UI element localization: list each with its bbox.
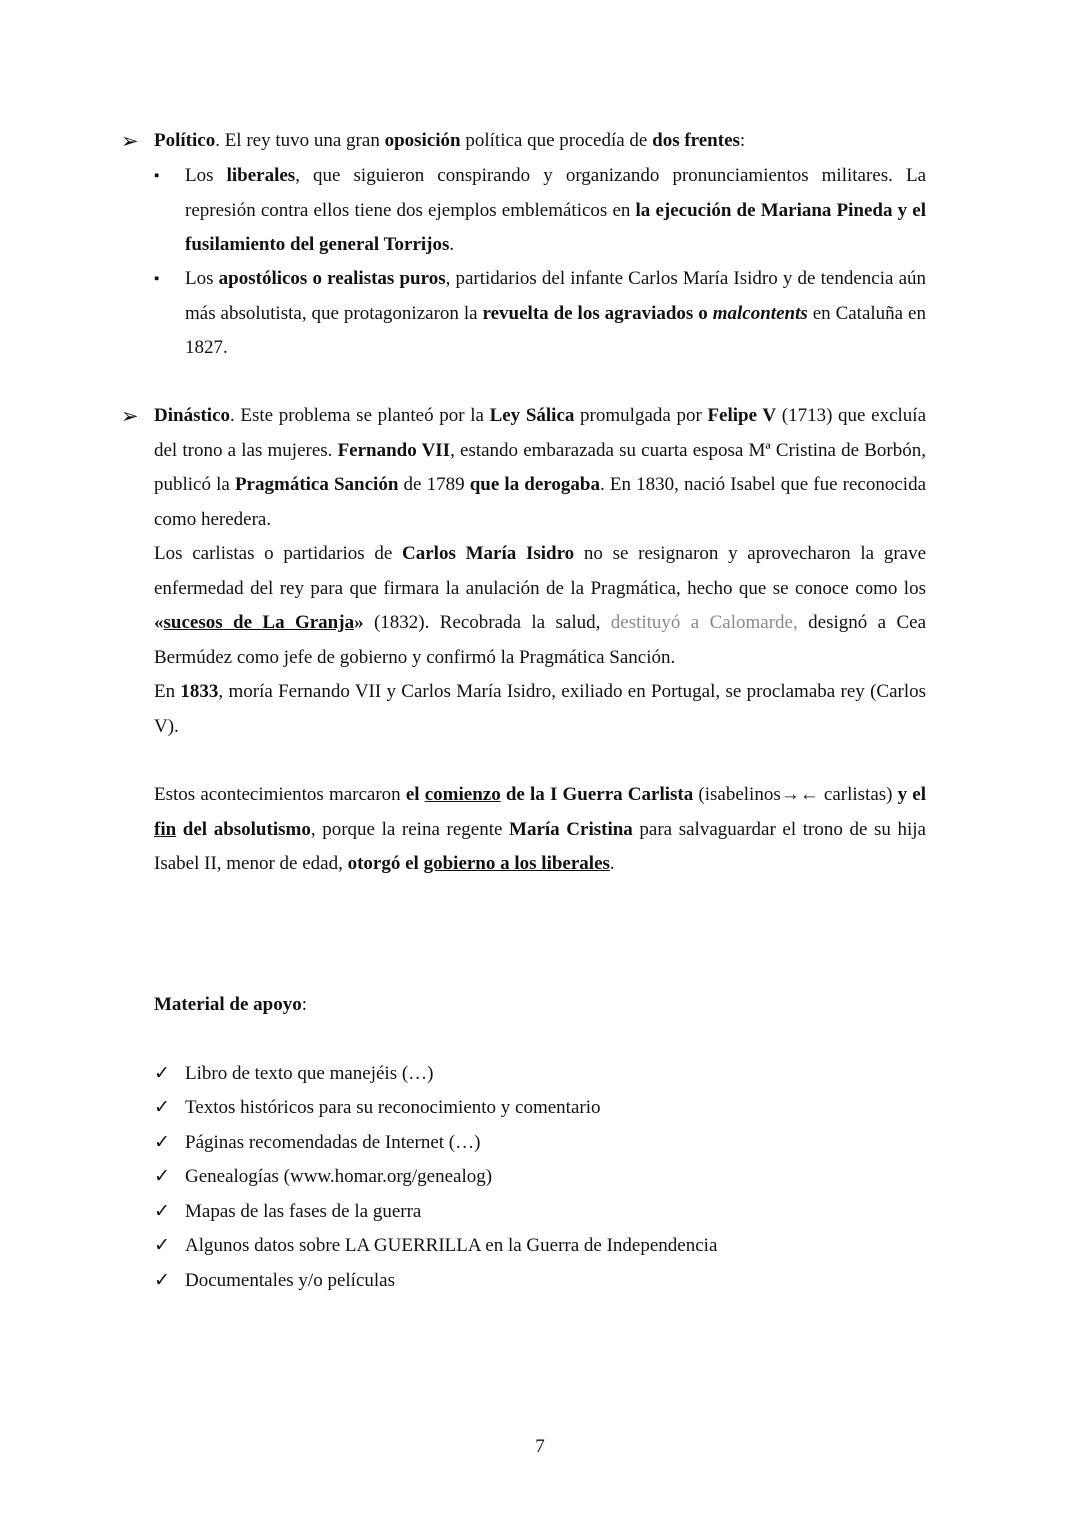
page-number: 7 bbox=[535, 1436, 545, 1457]
apostolics-paragraph: Los apostólicos o realistas puros, partidarios del infante Carlos María Isidro y de tendencia aún más absolutista, que protagonizaron la revuelta de los agraviados o malcontents en Cataluña en 1827. bbox=[185, 268, 926, 358]
support-item: Algunos datos sobre LA GUERRILLA en la Guerra de Independencia bbox=[185, 1235, 718, 1256]
square-bullet-icon: ▪ bbox=[154, 168, 160, 184]
support-item: Páginas recomendadas de Internet (…) bbox=[185, 1132, 481, 1153]
support-item: Textos históricos para su reconocimiento y comentario bbox=[185, 1097, 601, 1118]
dynastic-paragraph-1: Dinástico. Este problema se planteó por la Ley Sálica promulgada por Felipe V (1713) que excluía del trono a las mujeres. Fernando VII, estando embarazada su cuarta esposa Mª Cristina de Borbón, publicó la Pragmática Sanción de 1789 que la derogaba. En 1830, nació Isabel que fue reconocida como heredera. bbox=[154, 405, 927, 530]
political-heading-paragraph: Político. El rey tuvo una gran oposición política que procedía de dos frentes: bbox=[154, 130, 746, 151]
check-icon: ✓ bbox=[154, 1235, 170, 1256]
check-icon: ✓ bbox=[154, 1166, 170, 1187]
dynastic-paragraph-2: Los carlistas o partidarios de Carlos María Isidro no se resignaron y aprovecharon la grave enfermedad del rey para que firmara la anulación de la Pragmática, hecho que se conoce como los «sucesos de La Granja» (1832). Recobrada la salud, destituyó a Calomarde, designó a Cea Bermúdez como jefe de gobierno y confirmó la Pragmática Sanción. bbox=[154, 543, 927, 668]
check-icon: ✓ bbox=[154, 1132, 170, 1153]
support-item: Documentales y/o películas bbox=[185, 1270, 395, 1291]
check-icon: ✓ bbox=[154, 1270, 170, 1291]
check-icon: ✓ bbox=[154, 1097, 170, 1118]
support-item: Genealogías (www.homar.org/genealog) bbox=[185, 1166, 493, 1187]
dynastic-paragraph-4: Estos acontecimientos marcaron el comienzo de la I Guerra Carlista (isabelinos→← carlistas) y el fin del absolutismo, porque la reina regente María Cristina para salvaguardar el trono de su hija Isabel II, menor de edad, otorgó el gobierno a los liberales. bbox=[154, 784, 927, 874]
check-icon: ✓ bbox=[154, 1201, 170, 1222]
check-icon: ✓ bbox=[154, 1063, 170, 1084]
support-heading: Material de apoyo: bbox=[154, 994, 308, 1015]
arrows-icon: →← bbox=[780, 784, 819, 805]
arrow-bullet-icon: ➢ bbox=[121, 129, 139, 153]
arrow-bullet-icon: ➢ bbox=[121, 404, 139, 428]
dynastic-title: Dinástico bbox=[154, 405, 230, 426]
liberals-paragraph: Los liberales, que siguieron conspirando y organizando pronunciamientos militares. La represión contra ellos tiene dos ejemplos emblemáticos en la ejecución de Mariana Pineda y el fusilamiento del general Torrijos. bbox=[185, 165, 927, 255]
support-item: Mapas de las fases de la guerra bbox=[185, 1201, 422, 1222]
support-item: Libro de texto que manejéis (…) bbox=[185, 1063, 434, 1084]
political-title: Político bbox=[154, 130, 216, 151]
square-bullet-icon: ▪ bbox=[154, 271, 160, 287]
dynastic-paragraph-3: En 1833, moría Fernando VII y Carlos María Isidro, exiliado en Portugal, se proclamaba rey (Carlos V). bbox=[154, 681, 926, 737]
